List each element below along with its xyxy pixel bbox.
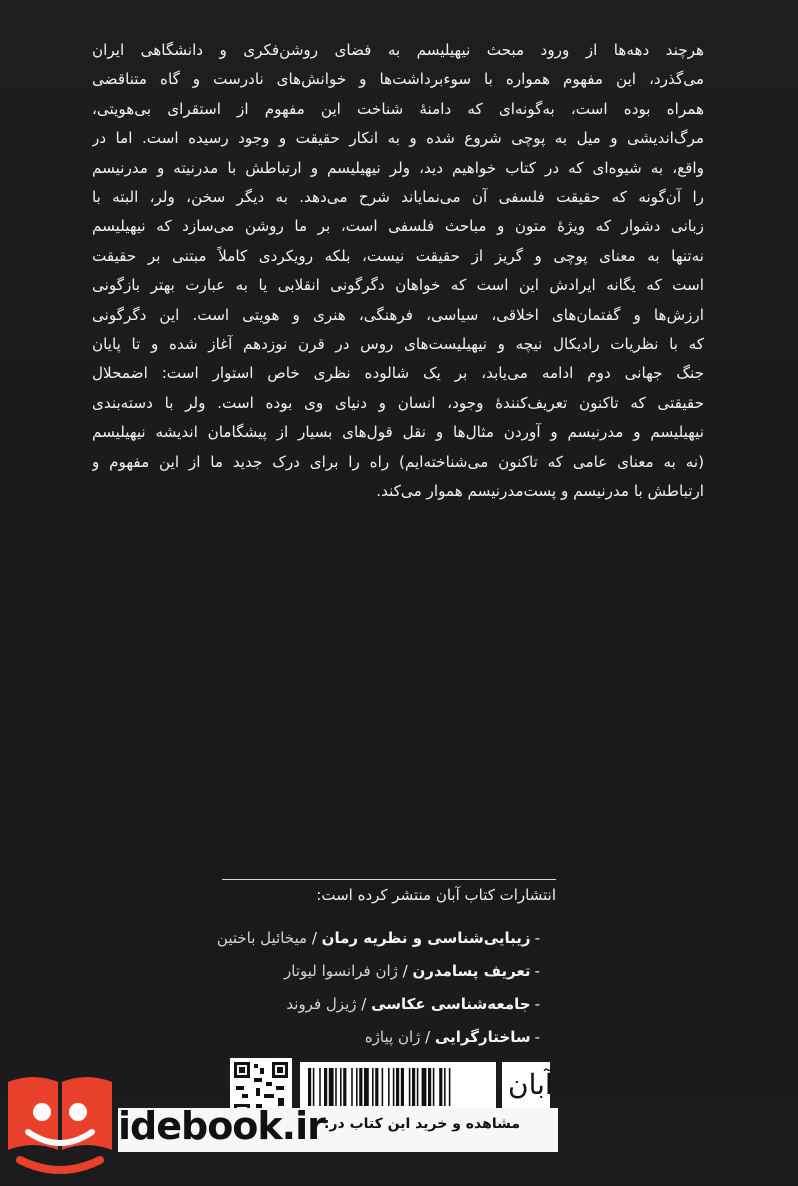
blurb-line: جنگ جهانی دوم ادامه می‌یابد، بر یک شالوده نظری خاص استوار است: اضمحلال [92,364,704,383]
barcode-bar [364,1068,369,1106]
book-author: ژان فرانسوا لیوتار [284,962,398,980]
barcode-bar [449,1068,451,1106]
published-divider [222,879,556,880]
blurb-line: را آن‌گونه که حقیقت فلسفی آن می‌نمایاند شرح می‌دهد. به دیگر سخن، ولر، البته با [92,188,704,207]
blurb-line: می‌گذرد، این مفهوم همواره با سوءبرداشت‌ها و خوانش‌های نادرست و گاه متناقضی [92,70,704,89]
blurb-line: هرچند دهه‌ها از ورود مبحث نیهیلیسم به فضای روشن‌فکری و دانشگاهی ایران [92,41,704,59]
book-title: جامعه‌شناسی عکاسی [371,995,531,1013]
barcode-bar [417,1068,419,1106]
barcode-bar [428,1068,431,1106]
book-title: تعریف پسامدرن [412,962,531,980]
blurb-line: همراه بوده است، به‌گونه‌ای که دامنهٔ شناخت این مفهوم از استقرای بی‌هویتی، [92,99,704,118]
barcode-bar [372,1068,374,1106]
title-dash: - [534,962,540,980]
blurb-line: نه‌تنها به معنای پوچی و گریز از حقیقت نیست، بلکه رویکردی کاملاً مبتنی بر حقیقت [92,246,704,265]
barcode-bar [351,1068,353,1106]
blurb-line: ارتباطش با مدرنیسم و پست‌مدرنیسم هموار می‌کند. [376,482,704,501]
barcode-bar [401,1068,404,1106]
barcode-bar [324,1068,327,1106]
barcode-bar [409,1068,411,1106]
blurb-line: زبانی دشوار که ویژهٔ متون و مباحث فلسفی است، بر ما روشن می‌سازد که نیهیلیسم [92,217,704,236]
barcode-bar [433,1068,435,1106]
book-author: میخائیل باختین [216,929,308,947]
blurb-line: مرگ‌اندیشی و میل به پوچی شروع شده و به انکار حقیقت و وجود رسیده است. اما در [92,129,704,148]
barcode-bar [388,1068,390,1106]
barcode-bar [393,1068,395,1106]
barcode-bar [439,1068,442,1106]
title-dash: - [534,929,540,947]
published-titles-list [217,929,540,1061]
blurb-line: ارزش‌ها و گفتمان‌های اخلاقی، سیاسی، فرهنگی، هنری و هویتی است. این دگرگونی [92,305,704,324]
blurb-text [92,36,704,507]
publisher-mark: آبان [508,1068,553,1101]
title-dash: - [534,995,540,1013]
barcode-bar [313,1068,315,1106]
ad-caption: مشاهده و خرید این کتاب در: [323,1116,520,1132]
book-author: ژان پیاژه [364,1028,421,1046]
barcode-bar [412,1068,415,1106]
book-title: زیبایی‌شناسی و نظریه رمان [321,929,531,947]
barcode-bar [444,1068,446,1106]
barcode-bar [422,1068,427,1106]
barcode-bar [340,1068,342,1106]
barcode-bar [335,1068,337,1106]
published-title-item: -ساختارگرایی / ژان پیاژه [364,1028,540,1046]
published-title-item: -جامعه‌شناسی عکاسی / ژیزل فروند [286,995,540,1013]
barcode-bar [375,1068,378,1106]
barcode-bar [356,1068,358,1106]
blurb-line: است که یگانه ایرادش این است که خواهان دگرگونی انقلابی یا به عبارت بهتر بازگونی [92,276,704,295]
barcode-bar [319,1068,321,1106]
blurb-line: که با نظریات رادیکال نیچه و نیهیلیست‌های روس در قرن نوزدهم آغاز شده و تا پایان [92,335,704,354]
blurb-line: حقیقتی که تاکنون تعریف‌کنندهٔ وجود، انسان و دنیای وی بوده است. ولر با دسته‌بندی [92,393,704,412]
blurb-line: واقع، به شیوه‌ای که در کتاب خواهیم دید، ولر نیهیلیسم و ارتباطش با مدرنیته و مدرنیسم [92,158,704,177]
published-title-item: -زیبایی‌شناسی و نظریه رمان / میخائیل باختین [216,929,540,947]
book-title: ساختارگرایی [434,1028,531,1046]
blurb-line: (نه به معنای عامی که تاکنون می‌شناخته‌ایم) راه را برای درک جدید ما از این مفهوم و [92,452,704,471]
barcode-bar [308,1068,311,1106]
ad-brand[interactable]: idebook.ir [118,1104,325,1148]
barcode-bar [329,1068,334,1106]
title-dash: - [534,1028,540,1046]
published-heading: انتشارات کتاب آبان منتشر کرده است: [316,886,556,904]
barcode-bar [343,1068,346,1106]
book-author: ژیزل فروند [286,995,357,1013]
blurb-line: نیهیلیسم و مدرنیسم و آوردن مثال‌ها و نقل قول‌های بسیار از پیشگامان اندیشه نیهیلیسم [92,423,704,442]
book-icon [0,1068,120,1182]
barcode-bar [382,1068,384,1106]
published-title-item: -تعریف پسامدرن / ژان فرانسوا لیوتار [284,962,540,980]
barcode-bar [396,1068,399,1106]
barcode-bar [359,1068,362,1106]
